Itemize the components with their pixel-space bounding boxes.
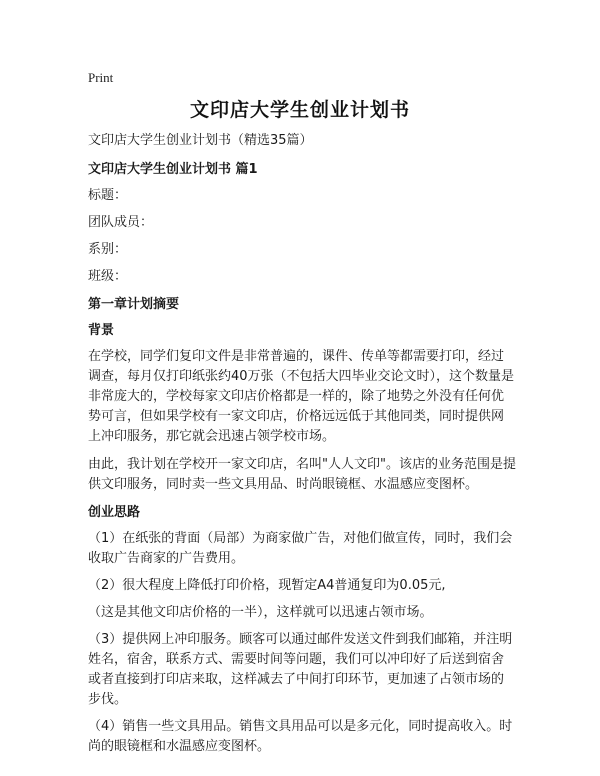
idea-item-1: （1）在纸张的背面（局部）为商家做广告，对他们做宣传，同时，我们会收取广告商家的广告费用。 (88, 531, 513, 566)
background-paragraph-1: 在学校，同学们复印文件是非常普遍的，课件、传单等都需要打印，经过调查，每月仅打印纸张约40万张（不包括大四毕业交论文时），这个数量是非常庞大的，学校每家文印店价格都是一样的，除了地势之外没有任何优势可言，但如果学校有一家文印店，价格远远低于其他同类，同时提供网上冲印服务，那它就会迅速占领学校市场。 (88, 349, 515, 444)
field-title-label: 标题： (88, 188, 128, 203)
print-link[interactable]: Print (88, 70, 114, 85)
idea-item-2: （2）很大程度上降低打印价格，现暂定A4普通复印为0.05元, (88, 578, 446, 593)
field-department-label: 系别： (88, 242, 128, 257)
ideas-heading: 创业思路 (88, 505, 141, 520)
document-body (88, 131, 516, 761)
background-heading: 背景 (88, 323, 115, 338)
background-paragraph-2: 由此，我计划在学校开一家文印店，名叫"人人文印"。该店的业务范围是提供文印服务，同时卖一些文具用品、时尚眼镜框、水温感应变图杯。 (88, 457, 516, 492)
subtitle: 文印店大学生创业计划书（精选35篇） (88, 133, 313, 148)
document-title: 文印店大学生创业计划书 (189, 99, 410, 121)
idea-item-4: （4）销售一些文具用品。销售文具用品可以是多元化，同时提高收入。时尚的眼镜框和水温感应变图杯。 (88, 719, 513, 754)
field-class-label: 班级： (88, 269, 128, 284)
idea-item-3: （3）提供网上冲印服务。顾客可以通过邮件发送文件到我们邮箱，并注明姓名，宿舍，联系方式、需要时间等问题，我们可以冲印好了后送到宿舍或者直接到打印店来取，这样减去了中间打印环节，更加速了占领市场的步伐。 (88, 632, 513, 707)
idea-item-2-continued: （这是其他文印店价格的一半），这样就可以迅速占领市场。 (88, 605, 433, 620)
section-heading-1: 文印店大学生创业计划书 篇1 (88, 162, 258, 177)
field-team-label: 团队成员： (88, 215, 154, 230)
chapter-heading: 第一章计划摘要 (88, 297, 180, 312)
